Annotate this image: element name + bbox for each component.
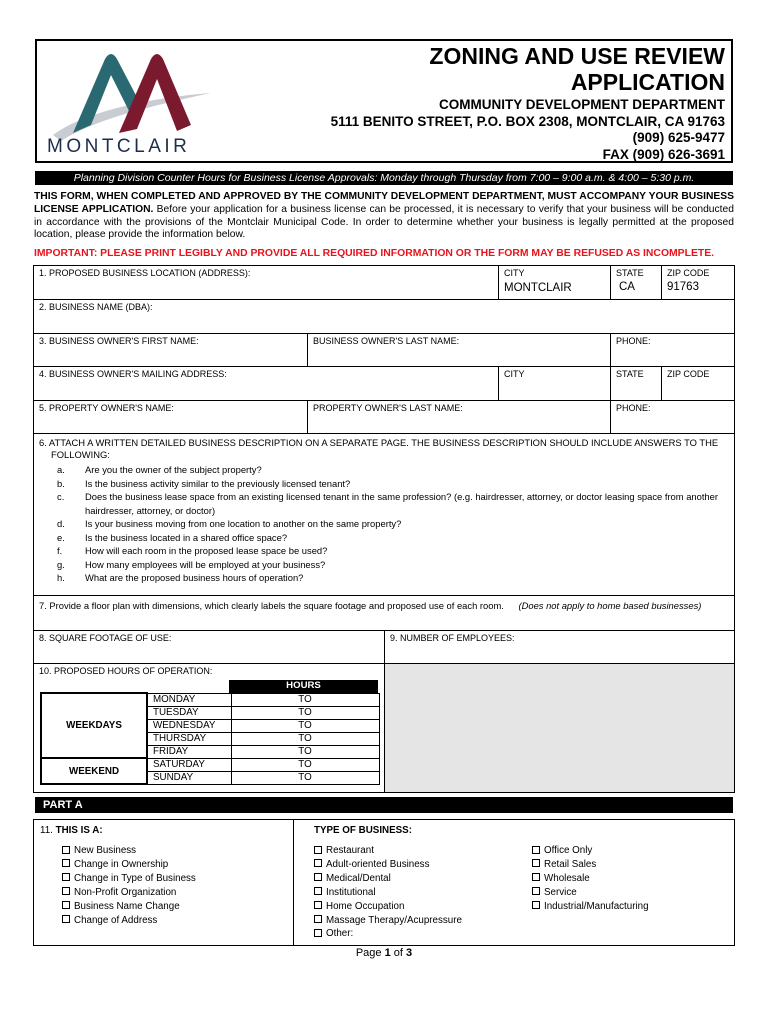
option-change-in-ownership[interactable]: Change in Ownership — [62, 858, 196, 872]
q6-item: d. Is your business moving from one location to another on the same property? — [57, 518, 402, 529]
day-label: MONDAY — [147, 693, 231, 706]
city-field[interactable]: CITY MONTCLAIR — [498, 265, 611, 300]
zip-field[interactable]: ZIP CODE 91763 — [661, 265, 735, 300]
this-is-a-options — [40, 844, 196, 927]
day-label: SUNDAY — [147, 771, 231, 784]
hours-to-cell[interactable]: TO — [231, 706, 379, 719]
q6-item: a. Are you the owner of the subject property? — [57, 464, 262, 475]
type-options-1 — [314, 844, 462, 941]
q6-lead: 6. ATTACH A WRITTEN DETAILED BUSINESS DESCRIPTION ON A SEPARATE PAGE. THE BUSINESS DESCRIPTION SHOULD INCLUDE ANSWERS TO THE FOLLOWING: — [39, 437, 719, 460]
checkbox[interactable] — [62, 901, 70, 909]
option-service[interactable]: Service — [532, 886, 649, 900]
part-a-header: PART A — [35, 797, 733, 813]
counter-hours-bar: Planning Division Counter Hours for Business License Approvals: Monday through Thursday from 7:00 – 9:00 a.m. & 4:00 – 5:30 p.m. — [35, 171, 733, 185]
hours-to-cell[interactable]: TO — [231, 693, 379, 706]
hours-of-operation-section: 10. PROPOSED HOURS OF OPERATION: — [33, 663, 385, 793]
department-address: 5111 BENITO STREET, P.O. BOX 2308, MONTCLAIR, CA 91763 — [330, 113, 725, 129]
table-row — [41, 693, 379, 706]
owner-phone-field[interactable]: PHONE: — [610, 333, 735, 367]
checkbox[interactable] — [532, 873, 540, 881]
zip-value: 91763 — [667, 281, 699, 293]
day-label: TUESDAY — [147, 706, 231, 719]
q6-item: e. Is the business located in a shared office space? — [57, 531, 288, 543]
page-footer: Page 1 of 3 — [355, 947, 413, 959]
intro-paragraph: THIS FORM, WHEN COMPLETED AND APPROVED BY THE COMMUNITY DEVELOPMENT DEPARTMENT, MUST ACCOMPANY YOUR BUSINESS LICENSE APPLICATION. Before your application for a business license can be processed, it is necessary to verify that your business will be conducted in accordance with the provisions of the Montclair Municipal Code. In order to determine whether your business is legally permitted at the proposed location, please provide the information below. — [34, 191, 734, 241]
weekdays-label: WEEKDAYS — [41, 693, 147, 758]
option-industrial[interactable]: Industrial/Manufacturing — [532, 900, 649, 914]
section-divider — [293, 820, 294, 945]
hours-header: HOURS — [229, 680, 378, 693]
option-wholesale[interactable]: Wholesale — [532, 872, 649, 886]
day-label: THURSDAY — [147, 732, 231, 745]
checkbox[interactable] — [532, 846, 540, 854]
type-of-business-column — [314, 825, 462, 941]
section-11 — [33, 819, 735, 946]
business-name-field[interactable]: 2. BUSINESS NAME (DBA): — [33, 299, 735, 334]
state-value: CA — [619, 281, 635, 293]
checkbox[interactable] — [314, 915, 322, 923]
form-title: ZONING AND USE REVIEW APPLICATION — [429, 43, 725, 95]
q6-item: b. Is the business activity similar to the previously licensed tenant? — [57, 477, 351, 489]
mailing-address-field[interactable]: 4. BUSINESS OWNER'S MAILING ADDRESS: — [33, 366, 499, 401]
property-owner-last-name-field[interactable]: PROPERTY OWNER'S LAST NAME: — [307, 400, 611, 434]
checkbox[interactable] — [314, 929, 322, 937]
hours-table — [40, 692, 380, 785]
q6-item: c. Does the business lease space from an existing licensed tenant in the same profession? (e.g. hairdresser, attorney, or doctor leasing space from another hairdresser, attorney, or doctor) — [57, 491, 718, 516]
this-is-a-column — [40, 825, 196, 927]
checkbox[interactable] — [532, 887, 540, 895]
checkbox[interactable] — [314, 859, 322, 867]
checkbox[interactable] — [62, 873, 70, 881]
checkbox[interactable] — [62, 887, 70, 895]
hours-to-cell[interactable]: TO — [231, 771, 379, 784]
checkbox[interactable] — [314, 846, 322, 854]
hours-to-cell[interactable]: TO — [231, 719, 379, 732]
owner-last-name-field[interactable]: BUSINESS OWNER'S LAST NAME: — [307, 333, 611, 367]
option-other[interactable]: Other: — [314, 927, 462, 941]
option-institutional[interactable]: Institutional — [314, 886, 462, 900]
department-name: COMMUNITY DEVELOPMENT DEPARTMENT — [438, 97, 725, 112]
option-change-of-address[interactable]: Change of Address — [62, 914, 196, 928]
checkbox[interactable] — [314, 901, 322, 909]
employees-field[interactable]: 9. NUMBER OF EMPLOYEES: — [384, 630, 735, 664]
important-notice: IMPORTANT: PLEASE PRINT LEGIBLY AND PROVIDE ALL REQUIRED INFORMATION OR THE FORM MAY BE REFUSED AS INCOMPLETE. — [34, 248, 715, 259]
property-owner-name-field[interactable]: 5. PROPERTY OWNER'S NAME: — [33, 400, 308, 434]
hours-to-cell[interactable]: TO — [231, 758, 379, 771]
checkbox[interactable] — [532, 901, 540, 909]
checkbox[interactable] — [532, 859, 540, 867]
property-owner-phone-field[interactable]: PHONE: — [610, 400, 735, 434]
option-home-occupation[interactable]: Home Occupation — [314, 900, 462, 914]
table-row — [41, 758, 379, 771]
checkbox[interactable] — [314, 887, 322, 895]
mailing-state-field[interactable]: STATE — [610, 366, 662, 401]
day-label: FRIDAY — [147, 745, 231, 758]
logo-wordmark: MONTCLAIR — [47, 136, 191, 157]
option-change-in-type[interactable]: Change in Type of Business — [62, 872, 196, 886]
header-box — [35, 39, 733, 163]
option-name-change[interactable]: Business Name Change — [62, 900, 196, 914]
option-new-business[interactable]: New Business — [62, 844, 196, 858]
owner-first-name-field[interactable]: 3. BUSINESS OWNER'S FIRST NAME: — [33, 333, 308, 367]
state-field[interactable]: STATE CA — [610, 265, 662, 300]
weekend-label: WEEKEND — [41, 758, 147, 784]
this-is-a-header: 11. THIS IS A: — [40, 825, 103, 836]
option-adult-oriented[interactable]: Adult-oriented Business — [314, 858, 462, 872]
option-medical-dental[interactable]: Medical/Dental — [314, 872, 462, 886]
department-phone: (909) 625-9477 — [632, 130, 725, 145]
checkbox[interactable] — [314, 873, 322, 881]
checkbox[interactable] — [62, 859, 70, 867]
checkbox[interactable] — [62, 915, 70, 923]
department-contact — [331, 97, 725, 163]
mailing-zip-field[interactable]: ZIP CODE — [661, 366, 735, 401]
location-field[interactable]: 1. PROPOSED BUSINESS LOCATION (ADDRESS): — [33, 265, 499, 300]
city-value: MONTCLAIR — [504, 282, 572, 294]
day-label: WEDNESDAY — [147, 719, 231, 732]
square-footage-field[interactable]: 8. SQUARE FOOTAGE OF USE: — [33, 630, 385, 664]
q6-item: f. How will each room in the proposed lease space be used? — [57, 545, 328, 556]
day-label: SATURDAY — [147, 758, 231, 771]
q6-item: g. How many employees will be employed at your business? — [57, 558, 326, 570]
option-restaurant[interactable]: Restaurant — [314, 844, 462, 858]
shaded-area — [384, 663, 735, 793]
business-description-section — [33, 433, 735, 596]
floor-plan-section: 7. Provide a floor plan with dimensions, which clearly labels the square footage and proposed use of each room. (Does not apply to home based businesses) — [33, 595, 735, 631]
type-options-2 — [532, 844, 649, 914]
option-massage-therapy[interactable]: Massage Therapy/Acupressure — [314, 914, 462, 928]
q6-item: h. What are the proposed business hours of operation? — [57, 572, 304, 583]
checkbox[interactable] — [62, 846, 70, 854]
option-retail-sales[interactable]: Retail Sales — [532, 858, 649, 872]
hours-to-cell[interactable]: TO — [231, 745, 379, 758]
hours-to-cell[interactable]: TO — [231, 732, 379, 745]
option-non-profit[interactable]: Non-Profit Organization — [62, 886, 196, 900]
department-fax: FAX (909) 626-3691 — [602, 146, 725, 162]
q6-question-list — [57, 463, 729, 585]
type-of-business-header: TYPE OF BUSINESS: — [314, 825, 412, 836]
mailing-city-field[interactable]: CITY — [498, 366, 611, 401]
option-office-only[interactable]: Office Only — [532, 844, 649, 858]
